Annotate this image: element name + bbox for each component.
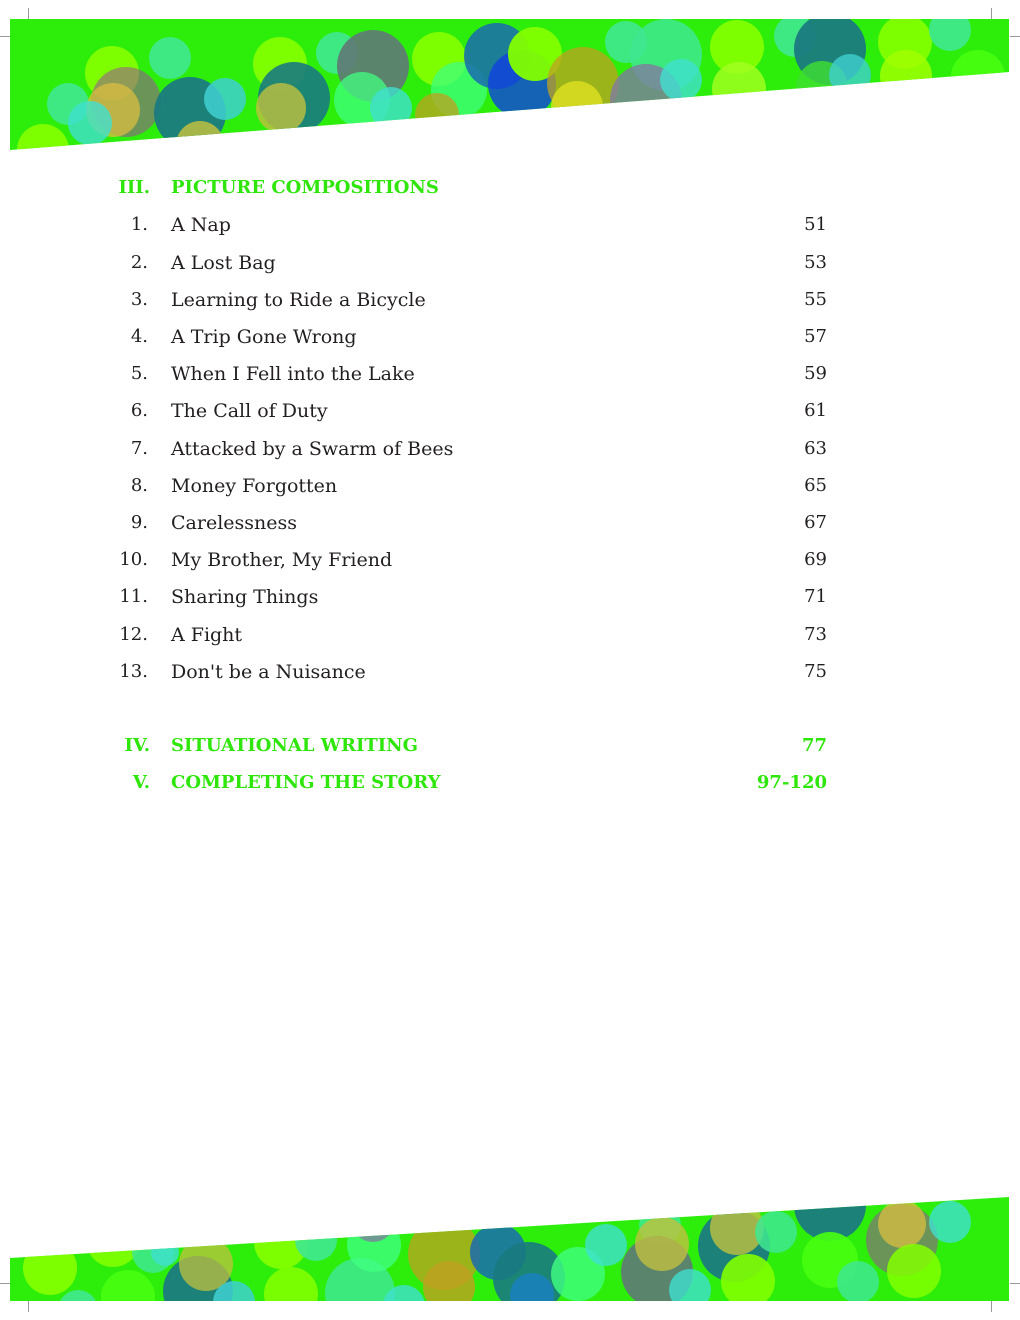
section-numeral: IV. xyxy=(124,735,150,756)
entry-page-number: 63 xyxy=(804,438,827,459)
entry-page-number: 55 xyxy=(804,289,827,310)
section-numeral: III. xyxy=(118,177,150,198)
section-title: PICTURE COMPOSITIONS xyxy=(171,177,439,198)
entry-page-number: 67 xyxy=(804,512,827,533)
toc-entry[interactable] xyxy=(0,545,1020,575)
entry-number: 8. xyxy=(130,475,148,496)
toc-entry[interactable] xyxy=(0,657,1020,687)
entry-title: The Call of Duty xyxy=(171,400,328,422)
section-title: COMPLETING THE STORY xyxy=(171,772,441,793)
entry-title: A Fight xyxy=(171,624,243,646)
toc-entry[interactable] xyxy=(0,471,1020,501)
section-numeral: V. xyxy=(132,772,150,793)
toc-entry[interactable] xyxy=(0,248,1020,278)
entry-number: 10. xyxy=(119,549,148,570)
toc-entry[interactable] xyxy=(0,508,1020,538)
entry-number: 9. xyxy=(130,512,148,533)
entry-page-number: 75 xyxy=(804,661,827,682)
entry-number: 5. xyxy=(130,363,148,384)
entry-number: 6. xyxy=(130,400,148,421)
entry-page-number: 59 xyxy=(804,363,827,384)
entry-page-number: 57 xyxy=(804,326,827,347)
entry-title: Learning to Ride a Bicycle xyxy=(171,289,426,311)
entry-title: My Brother, My Friend xyxy=(171,549,393,571)
entry-number: 4. xyxy=(130,326,148,347)
entry-page-number: 71 xyxy=(804,586,827,607)
bottom-bubble-banner xyxy=(0,1180,1020,1320)
entry-title: Sharing Things xyxy=(171,586,319,608)
entry-title: Money Forgotten xyxy=(171,475,338,497)
toc-entry[interactable] xyxy=(0,620,1020,650)
entry-title: When I Fell into the Lake xyxy=(171,363,415,385)
entry-page-number: 69 xyxy=(804,549,827,570)
entry-title: Attacked by a Swarm of Bees xyxy=(171,438,454,460)
entry-number: 13. xyxy=(119,661,148,682)
entry-page-number: 61 xyxy=(804,400,827,421)
toc-entry[interactable] xyxy=(0,285,1020,315)
entry-number: 2. xyxy=(130,252,148,273)
entry-page-number: 51 xyxy=(804,214,827,235)
toc-section-heading[interactable] xyxy=(0,731,1020,761)
entry-title: Don't be a Nuisance xyxy=(171,661,366,683)
entry-number: 3. xyxy=(130,289,148,310)
toc-section-heading[interactable] xyxy=(0,173,1020,203)
section-page-number: 77 xyxy=(801,735,827,756)
toc-section-heading[interactable] xyxy=(0,768,1020,798)
entry-title: A Trip Gone Wrong xyxy=(171,326,357,348)
entry-title: A Nap xyxy=(171,214,231,236)
toc-entry[interactable] xyxy=(0,210,1020,240)
entry-number: 11. xyxy=(119,586,148,607)
section-page-number: 97-120 xyxy=(756,772,827,793)
bubbles-illustration-top xyxy=(0,0,1020,160)
entry-page-number: 73 xyxy=(804,624,827,645)
toc-entry[interactable] xyxy=(0,434,1020,464)
entry-number: 12. xyxy=(119,624,148,645)
toc-entry[interactable] xyxy=(0,396,1020,426)
entry-title: Carelessness xyxy=(171,512,297,534)
entry-page-number: 53 xyxy=(804,252,827,273)
toc-entry[interactable] xyxy=(0,582,1020,612)
bubbles-illustration-bottom xyxy=(0,1180,1020,1320)
toc-entry[interactable] xyxy=(0,359,1020,389)
top-bubble-banner xyxy=(0,0,1020,160)
entry-number: 7. xyxy=(130,438,148,459)
section-title: SITUATIONAL WRITING xyxy=(171,735,419,756)
entry-number: 1. xyxy=(130,214,148,235)
toc-entry[interactable] xyxy=(0,322,1020,352)
entry-page-number: 65 xyxy=(804,475,827,496)
entry-title: A Lost Bag xyxy=(171,252,276,274)
